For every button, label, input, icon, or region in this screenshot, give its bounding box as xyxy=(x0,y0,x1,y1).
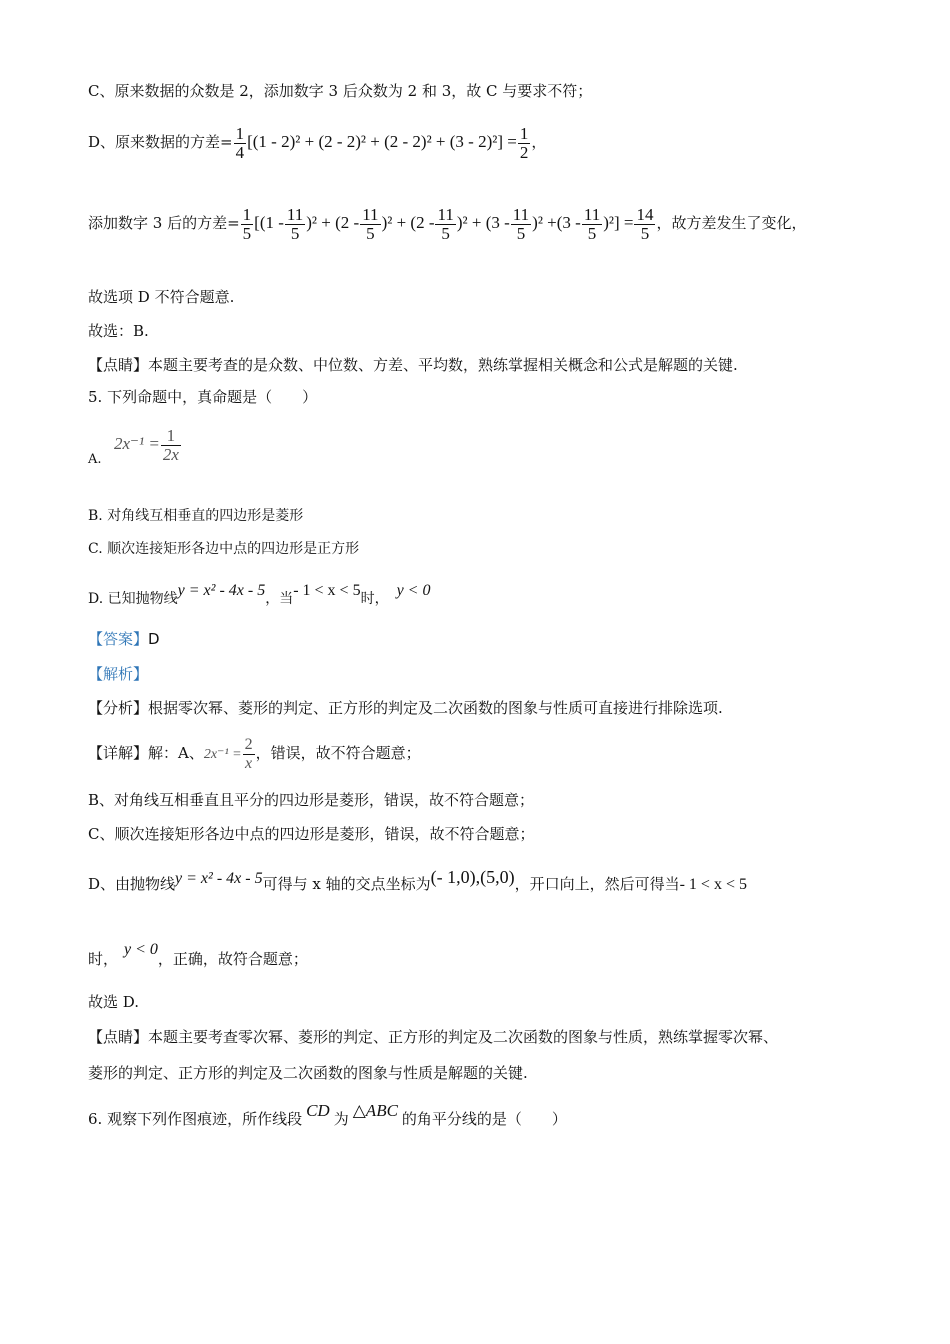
q5-option-b: B. 对角线互相垂直的四边形是菱形 xyxy=(88,508,304,524)
d-fraction: $\frac{1}{4}$ xyxy=(235,123,245,162)
add-prefix: 添加数字 3 后的方差= xyxy=(88,214,240,232)
comment-line: 【点睛】本题主要考查的是众数、中位数、方差、平均数，熟练掌握相关概念和公式是解题的关键. xyxy=(88,356,738,374)
d-result: $\frac{1}{2}$ xyxy=(519,123,529,162)
answer-line: 【答案】D xyxy=(88,630,160,648)
xiangjie-c: C、顺次连接矩形各边中点的四边形是菱形，错误，故不符合题意； xyxy=(88,825,535,843)
q5-option-c: C. 顺次连接矩形各边中点的四边形是正方形 xyxy=(88,541,360,557)
d-expression: [(1 - 2)² + (2 - 2)² + (2 - 2)² + (3 - 2)²] = xyxy=(247,132,517,151)
xiangjie-answer: 故选 D. xyxy=(88,993,140,1011)
xiangjie-d: D、由抛物线y = x² - 4x - 5可得与 x 轴的交点坐标为(- 1,0),(5,0)，开口向上，然后可得当- 1 < x < 5 xyxy=(88,867,747,893)
option-d-variance: D、原来数据的方差= $\frac{1}{4}$ [(1 - 2)² + (2 - 2)² + (2 - 2)² + (3 - 2)²] = $\frac{1}{2}$ ， xyxy=(88,123,547,162)
xiangjie-line: 【详解】解：A、2x⁻¹ = $\frac{2}{x}$ ，错误，故不符合题意； xyxy=(88,735,421,772)
fenxi-line: 【分析】根据零次幂、菱形的判定、正方形的判定及二次函数的图象与性质可直接进行排除选项. xyxy=(88,699,723,717)
xiangjie-d-cont: 时，y < 0，正确，故符合题意； xyxy=(88,941,308,968)
question-6-title: 6. 观察下列作图痕迹，所作线段 CD 为 △ABC 的角平分线的是（ ） xyxy=(88,1101,567,1128)
question-5-title: 5. 下列命题中，真命题是（ ） xyxy=(88,388,318,406)
dianjing-line-2: 菱形的判定、正方形的判定及二次函数的图象与性质是解题的关键. xyxy=(88,1064,528,1082)
add-result: $\frac{14}{5}$ xyxy=(636,204,654,243)
xiangjie-b: B、对角线互相垂直且平分的四边形是菱形，错误，故不符合题意； xyxy=(88,791,535,809)
d-prefix: D、原来数据的方差= xyxy=(88,133,233,151)
dianjing-line-1: 【点睛】本题主要考查零次幂、菱形的判定、正方形的判定及二次函数的图象与性质，熟练掌握零次幂、 xyxy=(88,1028,779,1046)
answer-b-line: 故选：B. xyxy=(88,322,149,340)
not-match-line: 故选项 D 不符合题意. xyxy=(88,288,235,306)
q5-option-d: D. 已知抛物线y = x² - 4x - 5，当- 1 < x < 5时， y < 0 xyxy=(88,582,431,607)
q5-option-a: A.2x⁻¹ = $\frac{1}{2x}$ xyxy=(88,425,179,467)
analysis-tag: 【解析】 xyxy=(88,665,149,683)
option-c-analysis: C、原来数据的众数是 2，添加数字 3 后众数为 2 和 3，故 C 与要求不符； xyxy=(88,82,593,100)
added-variance: 添加数字 3 后的方差= $\frac{1}{5}$ [(1 - $\frac{11}{5}$ )² + (2 - $\frac{11}{5}$ )² + (2 - $\frac{11}{5}$ )² + (3 - $\frac{11}{5}$ )² +(3 - $\frac{11}{5}$ )²] = $\frac{14}{5}$ ，故方差发生了变化， xyxy=(88,204,807,243)
